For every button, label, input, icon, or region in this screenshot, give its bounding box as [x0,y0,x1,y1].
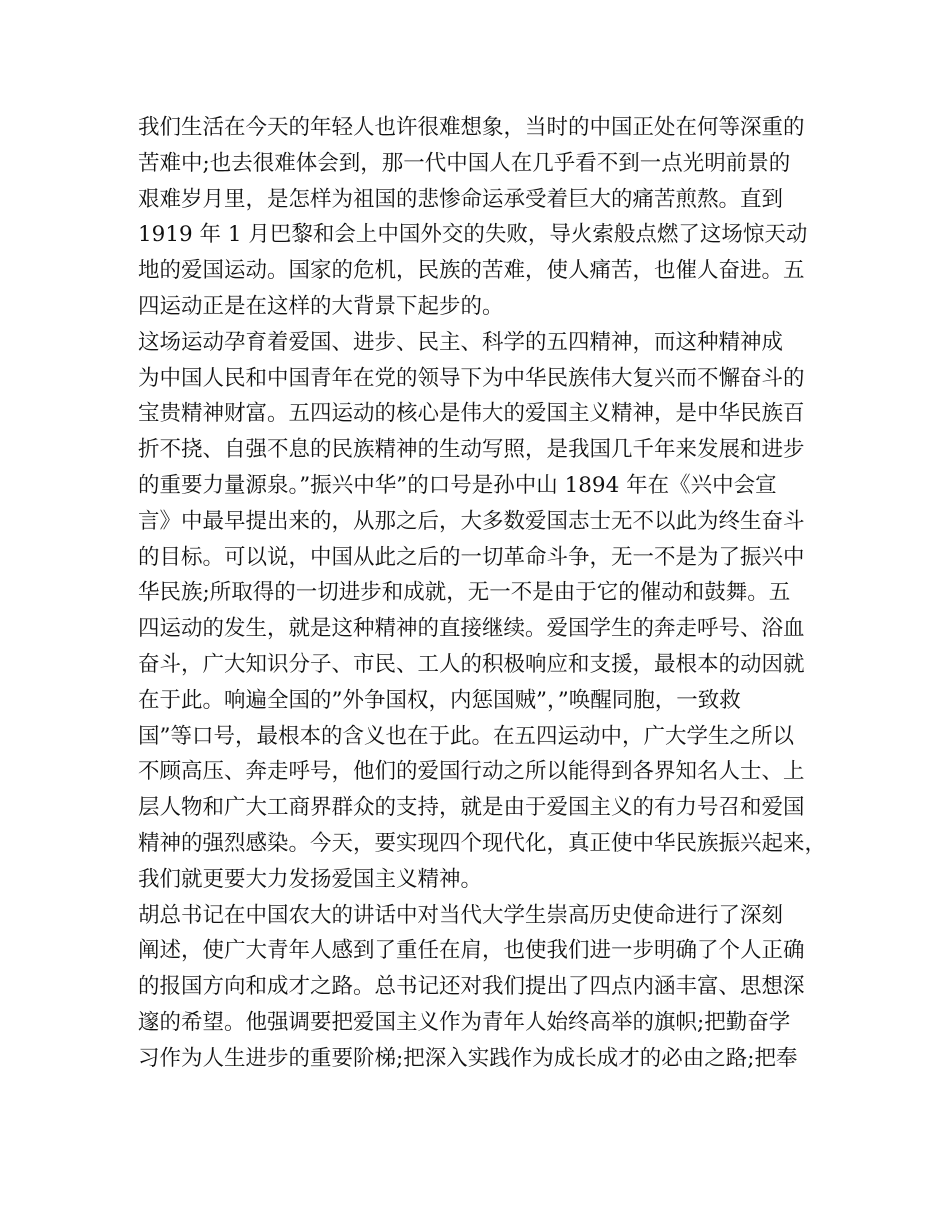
text-line: 在于此。响遍全国的”外争国权，内惩国贼”，”唤醒同胞，一致救 [138,687,741,713]
text-line: 国”等口号，最根本的含义也在于此。在五四运动中，广大学生之所以 [138,723,794,749]
text-line: 奋斗，广大知识分子、市民、工人的积极响应和支援，最根本的动因就 [138,651,805,677]
text-line: 我们生活在今天的年轻人也许很难想象，当时的中国正处在何等深重的 [138,115,805,140]
text-line: 艰难岁月里，是怎样为祖国的悲惨命运承受着巨大的痛苦煎熬。直到 [138,186,784,212]
text-line: 华民族;所取得的一切进步和成就，无一不是由于它的催动和鼓舞。五 [138,580,791,606]
text-line: 不顾高压、奔走呼号，他们的爱国行动之所以能得到各界知名人士、上 [138,759,805,785]
text-line: 习作为人生进步的重要阶梯;把深入实践作为成长成才的必由之路;把奉 [138,1045,798,1071]
text-line: 地的爱国运动。国家的危机，民族的苦难，使人痛苦，也催人奋进。五 [138,258,805,284]
text-line: 苦难中;也去很难体会到，那一代中国人在几乎看不到一点光明前景的 [138,150,791,176]
text-line: 的目标。可以说，中国从此之后的一切革命斗争，无一不是为了振兴中 [138,544,805,570]
text-line: 言》中最早提出来的，从那之后，大多数爱国志士无不以此为终生奋斗 [138,508,805,534]
body-text [138,110,838,1077]
text-line: 的重要力量源泉。”振兴中华”的口号是孙中山 1894 年在《兴中会宣 [138,472,777,498]
text-line: 精神的强烈感染。今天，要实现四个现代化，真正使中华民族振兴起来， [138,830,827,856]
text-line: 折不挠、自强不息的民族精神的生动写照，是我国几千年来发展和进步 [138,437,805,463]
text-line: 的报国方向和成才之路。总书记还对我们提出了四点内涵丰富、思想深 [138,974,805,1000]
text-line: 阐述，使广大青年人感到了重任在肩，也使我们进一步明确了个人正确 [138,938,805,964]
text-line: 四运动正是在这样的大背景下起步的。 [138,293,504,319]
text-line: 我们就更要大力发扬爱国主义精神。 [138,866,483,892]
text-line: 邃的希望。他强调要把爱国主义作为青年人始终高举的旗帜;把勤奋学 [138,1009,791,1035]
text-line: 宝贵精神财富。五四运动的核心是伟大的爱国主义精神，是中华民族百 [138,401,805,427]
text-line: 1919 年 1 月巴黎和会上中国外交的失败，导火索般点燃了这场惊天动 [138,222,808,248]
text-line: 层人物和广大工商界群众的支持，就是由于爱国主义的有力号召和爱国 [138,795,805,821]
text-line: 胡总书记在中国农大的讲话中对当代大学生崇高历史使命进行了深刻 [138,902,784,928]
text-line: 四运动的发生，就是这种精神的直接继续。爱国学生的奔走呼号、浴血 [138,616,805,642]
text-line: 这场运动孕育着爱国、进步、民主、科学的五四精神，而这种精神成 [138,329,784,355]
text-line: 为中国人民和中国青年在党的领导下为中华民族伟大复兴而不懈奋斗的 [138,365,805,391]
